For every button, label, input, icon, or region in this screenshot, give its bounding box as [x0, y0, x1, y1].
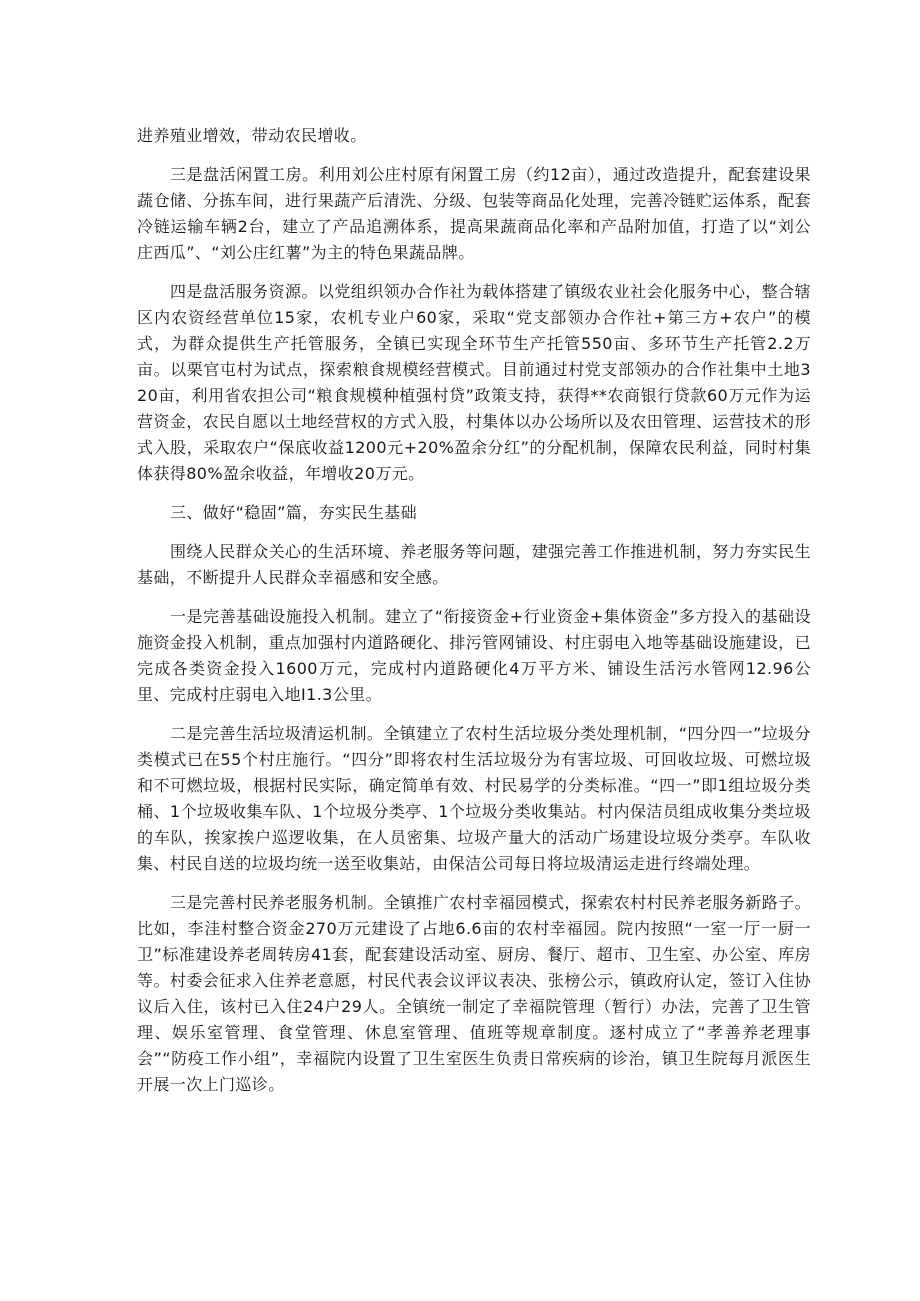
section-heading: 三、做好“稳固”篇，夯实民生基础 [170, 503, 417, 522]
paragraph-infrastructure: 一是完善基础设施投入机制。建立了“衔接资金+行业资金+集体资金”多方投入的基础设施资金投入机制，重点加强村内道路硬化、排污管网铺设、村庄弱电入地等基础设施建设，已完成各类资金投入1600万元，完成村内道路硬化4万平方米、铺设生活污水管网12.96公里、完成村庄弱电入地I1.3公里。 [137, 607, 811, 704]
paragraph-service-resources: 四是盘活服务资源。以党组织领办合作社为载体搭建了镇级农业社会化服务中心，整合辖区内农资经营单位15家，农机专业户60家，采取“党支部领办合作社+第三方+农户”的模式，为群众提供生产托管服务，全镇已实现全环节生产托管550亩、多环节生产托管2.2万亩。以栗官屯村为试点，探索粮食规模经营模式。目前通过村党支部领办的合作社集中土地320亩，利用省农担公司“粮食规模种植强村贷”政策支持，获得**农商银行贷款60万元作为运营资金，农民自愿以土地经营权的方式入股，村集体以办公场所以及农田管理、运营技术的形式入股，采取农户“保底收益1200元+20%盈余分红”的分配机制，保障农民利益，同时村集体获得80%盈余收益，年增收20万元。 [137, 282, 811, 483]
paragraph-garbage: 二是完善生活垃圾清运机制。全镇建立了农村生活垃圾分类处理机制，“四分四一”垃圾分类模式已在55个村庄施行。“四分”即将农村生活垃圾分为有害垃圾、可回收垃圾、可燃垃圾和不可燃垃圾，根据村民实际，确定简单有效、村民易学的分类标准。“四一”即1组垃圾分类桶、1个垃圾收集车队、1个垃圾分类亭、1个垃圾分类收集站。村内保洁员组成收集分类垃圾的车队，挨家挨户巡逻收集，在人员密集、垃圾产量大的活动广场建设垃圾分类亭。车队收集、村民自送的垃圾均统一送至收集站，由保洁公司每日将垃圾清运走进行终端处理。 [137, 724, 811, 873]
document-body [137, 123, 811, 1111]
paragraph-section-intro: 围绕人民群众关心的生活环境、养老服务等问题，建强完善工作推进机制，努力夯实民生基础，不断提升人民群众幸福感和安全感。 [137, 542, 811, 587]
paragraph-continuation: 进养殖业增效，带动农民增收。 [137, 126, 367, 145]
paragraph-idle-workshop: 三是盘活闲置工房。利用刘公庄村原有闲置工房（约12亩），通过改造提升，配套建设果蔬仓储、分拣车间，进行果蔬产后清洗、分级、包装等商品化处理，完善冷链贮运体系，配套冷链运输车辆2台，建立了产品追溯体系，提高果蔬商品化率和产品附加值，打造了以“刘公庄西瓜”、“刘公庄红薯”为主的特色果蔬品牌。 [137, 165, 811, 262]
paragraph-elderly-care: 三是完善村民养老服务机制。全镇推广农村幸福园模式，探索农村村民养老服务新路子。比如，李洼村整合资金270万元建设了占地6.6亩的农村幸福园。院内按照“一室一厅一厨一卫”标准建设养老周转房41套，配套建设活动室、厨房、餐厅、超市、卫生室、办公室、库房等。村委会征求入住养老意愿，村民代表会议评议表决、张榜公示，镇政府认定，签订入住协议后入住，该村已入住24户29人。全镇统一制定了幸福院管理（暂行）办法，完善了卫生管理、娱乐室管理、食堂管理、休息室管理、值班等规章制度。逐村成立了“孝善养老理事会”“防疫工作小组”，幸福院内设置了卫生室医生负责日常疾病的诊治，镇卫生院每月派医生开展一次上门巡诊。 [137, 893, 811, 1094]
